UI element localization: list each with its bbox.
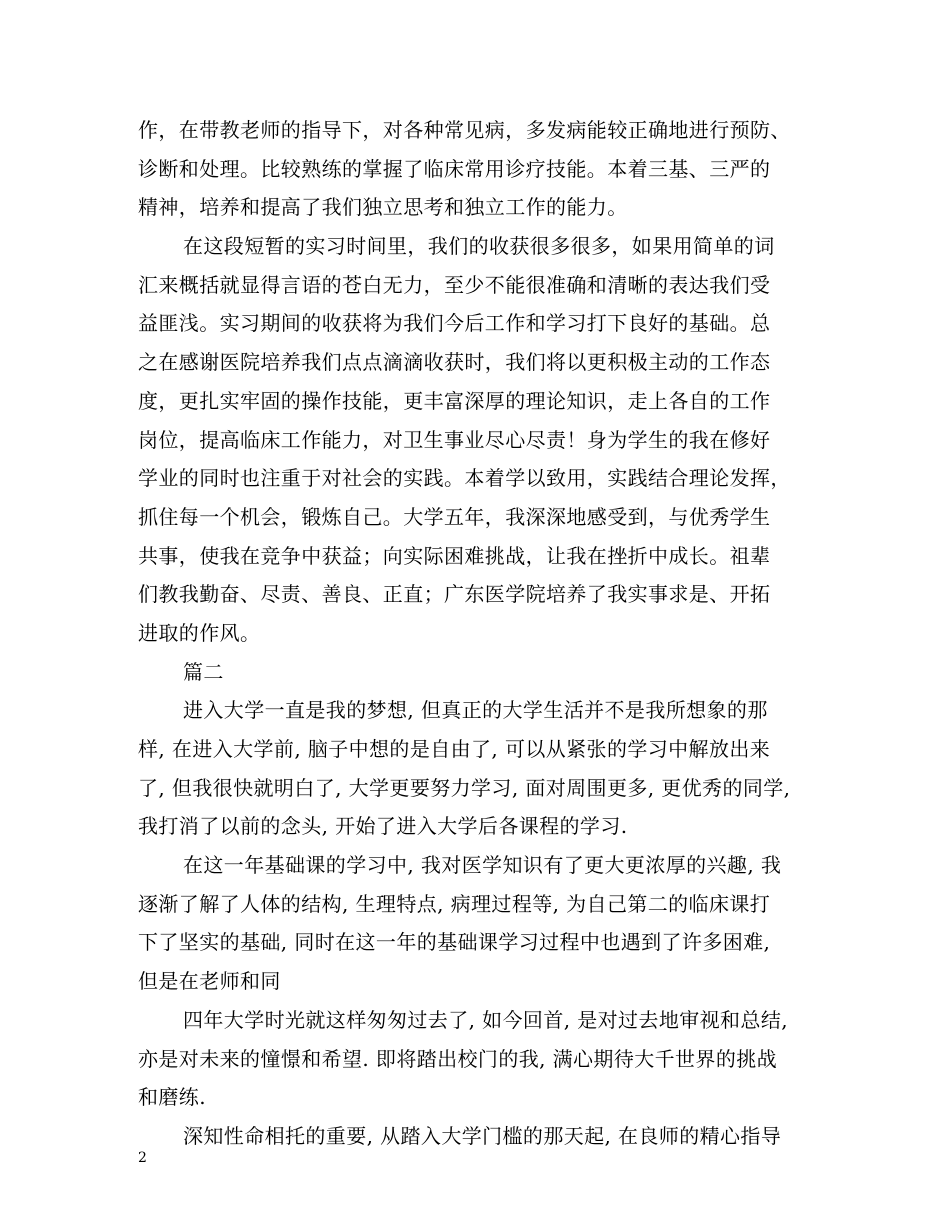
text-line: 益匪浅。实习期间的收获将为我们今后工作和学习打下良好的基础。总 <box>138 311 771 336</box>
text-line: 汇来概括就显得言语的苍白无力，至少不能很准确和清晰的表达我们受 <box>138 272 771 297</box>
text-line: 精神，培养和提高了我们独立思考和独立工作的能力。 <box>138 195 628 220</box>
text-line: 作，在带教老师的指导下，对各种常见病，多发病能较正确地进行预防、 <box>138 118 791 142</box>
text-line: 亦是对未来的憧憬和希望. 即将踏出校门的我, 满心期待大千世界的挑战 <box>138 1046 778 1071</box>
text-line: 篇二 <box>183 659 224 684</box>
text-line: 诊断和处理。比较熟练的掌握了临床常用诊疗技能。本着三基、三严的 <box>138 156 771 181</box>
text-line: 深知性命相托的重要, 从踏入大学门槛的那天起, 在良师的精心指导 <box>183 1123 782 1148</box>
text-line: 岗位，提高临床工作能力，对卫生事业尽心尽责！身为学生的我在修好 <box>138 427 771 452</box>
page-number: 2 <box>138 1150 147 1166</box>
text-line: 和磨练. <box>138 1085 206 1110</box>
text-line: 了, 但我很快就明白了, 大学更要努力学习, 面对周围更多, 更优秀的同学, <box>138 775 791 800</box>
text-line: 逐渐了解了人体的结构, 生理特点, 病理过程等, 为自己第二的临床课打 <box>138 891 771 916</box>
text-line: 进入大学一直是我的梦想, 但真正的大学生活并不是我所想象的那 <box>183 698 768 723</box>
text-line: 在这一年基础课的学习中, 我对医学知识有了更大更浓厚的兴趣, 我 <box>183 853 782 878</box>
text-line: 共事，使我在竞争中获益；向实际困难挑战，让我在挫折中成长。祖辈 <box>138 543 771 568</box>
text-line: 进取的作风。 <box>138 620 261 645</box>
document-body <box>138 111 828 1156</box>
text-line: 下了坚实的基础, 同时在这一年的基础课学习过程中也遇到了许多困难, <box>138 930 771 955</box>
text-line: 们教我勤奋、尽责、善良、正直；广东医学院培养了我实事求是、开拓 <box>138 582 771 607</box>
text-line: 之在感谢医院培养我们点点滴滴收获时，我们将以更积极主动的工作态 <box>138 350 771 375</box>
text-line: 在这段短暂的实习时间里，我们的收获很多很多，如果用简单的词 <box>183 234 775 259</box>
text-line: 度，更扎实牢固的操作技能，更丰富深厚的理论知识，走上各自的工作 <box>138 388 771 413</box>
text-line: 四年大学时光就这样匆匆过去了, 如今回首, 是对过去地审视和总结, <box>183 1007 788 1032</box>
text-line: 抓住每一个机会，锻炼自己。大学五年，我深深地感受到，与优秀学生 <box>138 504 771 529</box>
text-line: 我打消了以前的念头, 开始了进入大学后各课程的学习. <box>138 814 628 839</box>
text-line: 但是在老师和同 <box>138 969 281 994</box>
text-line: 学业的同时也注重于对社会的实践。本着学以致用，实践结合理论发挥， <box>138 466 791 491</box>
text-line: 样, 在进入大学前, 脑子中想的是自由了, 可以从紧张的学习中解放出来 <box>138 737 771 761</box>
